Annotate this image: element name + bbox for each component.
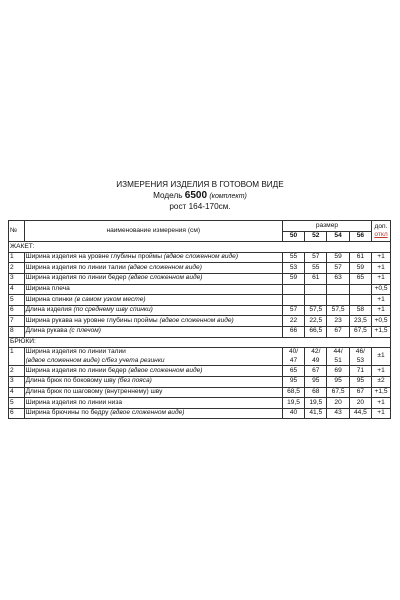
size-value: 65	[349, 273, 371, 284]
size-value: 68	[305, 387, 327, 398]
measurement-label: Длина рукава	[25, 327, 68, 335]
size-value-with-elastic: 42/	[311, 348, 321, 356]
col-name-header: наименование измерения (см)	[24, 221, 282, 242]
row-number: 8	[9, 326, 25, 337]
row-number: 1	[9, 348, 25, 366]
measurement-note: (вдвое сложенном виде)	[125, 263, 202, 271]
table-row	[9, 398, 391, 409]
row-number: 3	[9, 273, 25, 284]
model-note: (комплект)	[209, 192, 247, 200]
size-value	[305, 348, 327, 366]
size-value: 57	[282, 305, 304, 316]
size-value: 44,5	[349, 408, 371, 419]
measurement-note: (вдвое сложенном виде)	[157, 316, 234, 324]
measurement-name	[24, 316, 282, 327]
size-value-with-elastic: 46/	[355, 348, 365, 356]
row-number: 2	[9, 366, 25, 377]
tolerance-value: +1	[372, 398, 391, 409]
measurement-note: (вдвое сложенном виде)	[108, 409, 185, 417]
measurement-label: Ширина изделия по линии низа	[25, 398, 123, 406]
size-value: 41,5	[305, 408, 327, 419]
tolerance-value: ±1	[372, 348, 391, 366]
tolerance-value: +1	[372, 366, 391, 377]
row-number: 6	[9, 305, 25, 316]
section-jacket-row	[9, 242, 391, 253]
measurement-name	[24, 252, 282, 263]
measurement-note: (вдвое сложенном виде)	[126, 274, 203, 282]
measurements-table	[8, 220, 391, 419]
size-value: 43	[327, 408, 349, 419]
size-value: 66,5	[305, 326, 327, 337]
size-value: 67,5	[349, 326, 371, 337]
tolerance-sublabel: откл	[374, 231, 388, 239]
size-header: 50	[282, 231, 304, 242]
table-row	[9, 316, 391, 327]
table-row	[9, 284, 391, 295]
size-value: 67	[349, 387, 371, 398]
size-value: 95	[282, 376, 304, 387]
section-pants-row	[9, 337, 391, 348]
row-number: 4	[9, 284, 25, 295]
size-value: 95	[349, 376, 371, 387]
tolerance-value: +1	[372, 408, 391, 419]
size-value: 67,5	[327, 387, 349, 398]
size-value: 19,5	[305, 398, 327, 409]
measurement-label: Ширина рукава на уровне глубины проймы	[25, 316, 158, 324]
size-value-without-elastic: 49	[312, 356, 320, 364]
size-value: 69	[327, 366, 349, 377]
size-value-without-elastic: 51	[334, 356, 342, 364]
size-value: 71	[349, 366, 371, 377]
size-value	[327, 295, 349, 306]
size-value-with-elastic: 44/	[333, 348, 343, 356]
size-value: 95	[327, 376, 349, 387]
col-size-header: размер	[282, 221, 371, 232]
tolerance-value: +1,5	[372, 387, 391, 398]
row-number: 6	[9, 408, 25, 419]
size-value: 66	[282, 326, 304, 337]
document-title: ИЗМЕРЕНИЯ ИЗДЕЛИЯ В ГОТОВОМ ВИДЕ	[116, 180, 284, 189]
tolerance-value: +0,5	[372, 316, 391, 327]
row-number: 1	[9, 252, 25, 263]
size-value-without-elastic: 53	[356, 356, 365, 364]
measurement-label: Ширина изделия по линии бедер	[25, 366, 127, 374]
size-value: 67	[305, 366, 327, 377]
size-value: 55	[282, 252, 304, 263]
size-value	[305, 284, 327, 295]
measurement-note: (вдвое сложенном виде) с/без учета резинки	[25, 356, 165, 364]
section-jacket-title: ЖАКЕТ:	[9, 242, 391, 253]
measurement-label: Ширина брючины по бедру	[25, 409, 109, 417]
size-value: 57	[305, 252, 327, 263]
tolerance-value: +1	[372, 305, 391, 316]
size-value: 67	[327, 326, 349, 337]
table-row	[9, 305, 391, 316]
model-number: 6500	[184, 189, 208, 201]
size-value: 63	[327, 273, 349, 284]
size-value: 22	[282, 316, 304, 327]
size-value: 23,5	[349, 316, 371, 327]
size-value: 53	[282, 263, 304, 274]
model-line	[0, 191, 400, 203]
size-value	[305, 295, 327, 306]
size-value	[282, 348, 304, 366]
measurement-note: (без пояса)	[115, 377, 152, 385]
measurement-name	[24, 305, 282, 316]
measurement-note: (по среднему шву спинки)	[71, 306, 153, 314]
size-value: 59	[349, 263, 371, 274]
measurement-label: Ширина изделия по линии талии	[25, 348, 126, 356]
size-header: 54	[327, 231, 349, 242]
size-header: 52	[305, 231, 327, 242]
table-row	[9, 252, 391, 263]
tolerance-value: +1	[372, 252, 391, 263]
tolerance-value: +0,5	[372, 284, 391, 295]
measurement-name	[24, 398, 282, 409]
measurement-label: Ширина изделия по линии бедер	[25, 274, 127, 282]
table-row	[9, 273, 391, 284]
size-value	[349, 295, 371, 306]
size-value	[327, 284, 349, 295]
size-value-without-elastic: 47	[289, 356, 298, 364]
table-header-row	[9, 221, 391, 232]
table-row	[9, 366, 391, 377]
table-row	[9, 408, 391, 419]
size-value: 59	[282, 273, 304, 284]
tolerance-value: ±2	[372, 376, 391, 387]
measurement-note: (с плечом)	[67, 327, 102, 335]
row-number: 2	[9, 263, 25, 274]
measurement-note: (в самом узком месте)	[72, 295, 146, 303]
height-range: рост 164-170см.	[169, 202, 231, 211]
size-value: 20	[349, 398, 371, 409]
measurement-label: Ширина плеча	[25, 285, 70, 293]
measurement-name	[24, 284, 282, 295]
size-value	[349, 284, 371, 295]
size-value: 20	[327, 398, 349, 409]
measurement-name	[24, 408, 282, 419]
row-number: 4	[9, 387, 25, 398]
measurement-note: (вдвое сложенном виде)	[126, 366, 203, 374]
size-value: 59	[327, 252, 349, 263]
section-pants-title: БРЮКИ:	[9, 337, 391, 348]
measurement-name	[24, 376, 282, 387]
size-value: 23	[327, 316, 349, 327]
table-row	[9, 348, 391, 366]
row-number: 7	[9, 316, 25, 327]
size-header: 56	[349, 231, 371, 242]
table-row	[9, 376, 391, 387]
row-number: 3	[9, 376, 25, 387]
table-row	[9, 387, 391, 398]
measurement-name	[24, 348, 282, 366]
size-value-with-elastic: 40/	[288, 348, 299, 356]
size-value: 61	[305, 273, 327, 284]
size-value: 22,5	[305, 316, 327, 327]
measurement-label: Длина брюк по боковому шву	[25, 377, 116, 385]
measurement-label: Длина изделия	[25, 306, 72, 314]
table-row	[9, 263, 391, 274]
size-value: 57	[327, 263, 349, 274]
measurement-label: Ширина спинки	[25, 295, 73, 303]
document-header	[0, 180, 400, 213]
size-value: 65	[282, 366, 304, 377]
measurement-name	[24, 366, 282, 377]
measurement-note: (вдвое сложенном виде)	[161, 253, 239, 261]
measurement-name	[24, 326, 282, 337]
measurement-label: Ширина изделия по линии талии	[25, 263, 126, 271]
row-number: 5	[9, 295, 25, 306]
measurement-name	[24, 387, 282, 398]
size-value: 57,5	[327, 305, 349, 316]
table-row	[9, 295, 391, 306]
measurement-name	[24, 263, 282, 274]
col-tolerance-header	[372, 221, 391, 242]
size-value	[282, 295, 304, 306]
table-row	[9, 326, 391, 337]
col-number-header: №	[9, 221, 25, 242]
table-body	[9, 242, 391, 419]
tolerance-value: +1	[372, 273, 391, 284]
measurement-label: Длина брюк по шаговому (внутреннему) шву	[25, 388, 163, 395]
measurement-name	[24, 273, 282, 284]
size-value: 57,5	[305, 305, 327, 316]
measurement-label: Ширина изделия на уровне глубины проймы	[25, 253, 162, 261]
tolerance-value: +1	[372, 263, 391, 274]
model-prefix: Модель	[153, 190, 183, 200]
size-value: 95	[305, 376, 327, 387]
size-value	[349, 348, 371, 366]
measurement-name	[24, 295, 282, 306]
tolerance-label: доп.	[374, 222, 388, 230]
tolerance-value: +1,5	[372, 326, 391, 337]
size-value: 19,5	[282, 398, 304, 409]
size-value	[327, 348, 349, 366]
size-value: 58	[349, 305, 371, 316]
tolerance-value: +1	[372, 295, 391, 306]
size-value	[282, 284, 304, 295]
size-value: 40	[282, 408, 304, 419]
size-value: 61	[349, 252, 371, 263]
row-number: 5	[9, 398, 25, 409]
size-value: 55	[305, 263, 327, 274]
size-value: 68,5	[282, 387, 304, 398]
